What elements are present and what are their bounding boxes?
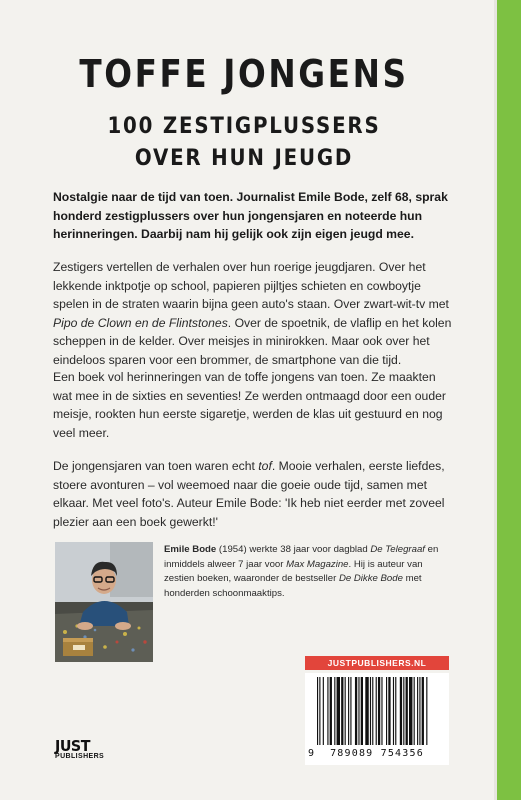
paragraph-1 — [53, 258, 453, 370]
paragraph-1-italic: Pipo de Clown en de Flintstones — [53, 315, 228, 330]
publisher-logo-main: JUST — [55, 737, 90, 755]
bio-newspaper: De Telegraaf — [370, 544, 425, 555]
paragraph-3 — [53, 457, 453, 531]
barcode-digits: 789089 754356 — [330, 748, 424, 759]
publisher-url-bar: JUSTPUBLISHERS.NL — [305, 656, 449, 670]
author-bio — [164, 543, 449, 602]
author-photo — [55, 542, 153, 662]
bio-text-1: (1954) werkte 38 jaar voor dagblad — [216, 544, 371, 555]
barcode-lead-digit: 9 — [308, 748, 315, 759]
paragraph-3-text-b: . Mooie verhalen, eerste liefdes, stoere avonturen – vol weemoed naar die goeie oude tijd, samen met elkaar. Met veel foto's. Auteur Emile Bode: 'Ik heb niet eerder met zoveel plezier aan een boek gewerkt!' — [53, 459, 445, 529]
lead-paragraph: Nostalgie naar de tijd van toen. Journalist Emile Bode, zelf 68, sprak honderd zestigplussers over hun jongensjaren en noteerde hun herinneringen. Daarbij nam hij gelijk ook zijn eigen jeugd mee. — [53, 190, 448, 242]
book-subtitle-line2: OVER HUN JEUGD — [134, 146, 354, 171]
bio-bestseller: De Dikke Bode — [338, 573, 403, 585]
paragraph-1-text-b: . Over de spoetnik, de vlaflip en het kolen scheppen in de kelder. Over meisjes in minirokken. Maar ook over het eindeloos sparen voor een brommer, de smartphone van die tijd. — [53, 315, 452, 367]
paragraph-3-text-a: De jongensjaren van toen waren echt — [53, 459, 259, 473]
book-subtitle-line1: 100 ZESTIGPLUSSERS — [107, 114, 381, 139]
bio-text-2: en inmiddels alweer 7 jaar voor — [164, 544, 439, 570]
barcode-bars — [305, 673, 449, 747]
paragraph-1-text-a: Zestigers vertellen de verhalen over hun roerige jeugdjaren. Over het lekkende inktpotje op school, papieren pijltjes schieten en cowboytje spelen in de straten waarin bijna geen auto's staan. Over zwart-wit-tv met — [53, 260, 449, 312]
author-name: Emile Bode — [164, 544, 217, 555]
bio-text-3: . Hij is auteur van zestien boeken, waaronder de bestseller — [164, 558, 423, 585]
publisher-logo-sub: PUBLISHERS — [55, 753, 105, 760]
paragraph-3-italic: tof — [258, 459, 272, 473]
green-spine — [497, 0, 521, 800]
isbn-barcode — [305, 673, 449, 765]
publisher-logo — [55, 737, 104, 760]
paragraph-2: Een boek vol herinneringen van de toffe jongens van toen. Ze maakten wat mee in de sixties en seventies! Ze werden ontmaagd door een ouder meisje, rookten hun eerste sigaretje, werden de klas uit gestuurd en nog veel meer. — [53, 370, 446, 440]
book-title: TOFFE JONGENS — [79, 52, 409, 96]
bio-text-4: met honderden schoonmaaktips. — [164, 573, 422, 600]
bio-magazine: Max Magazine — [286, 558, 349, 570]
